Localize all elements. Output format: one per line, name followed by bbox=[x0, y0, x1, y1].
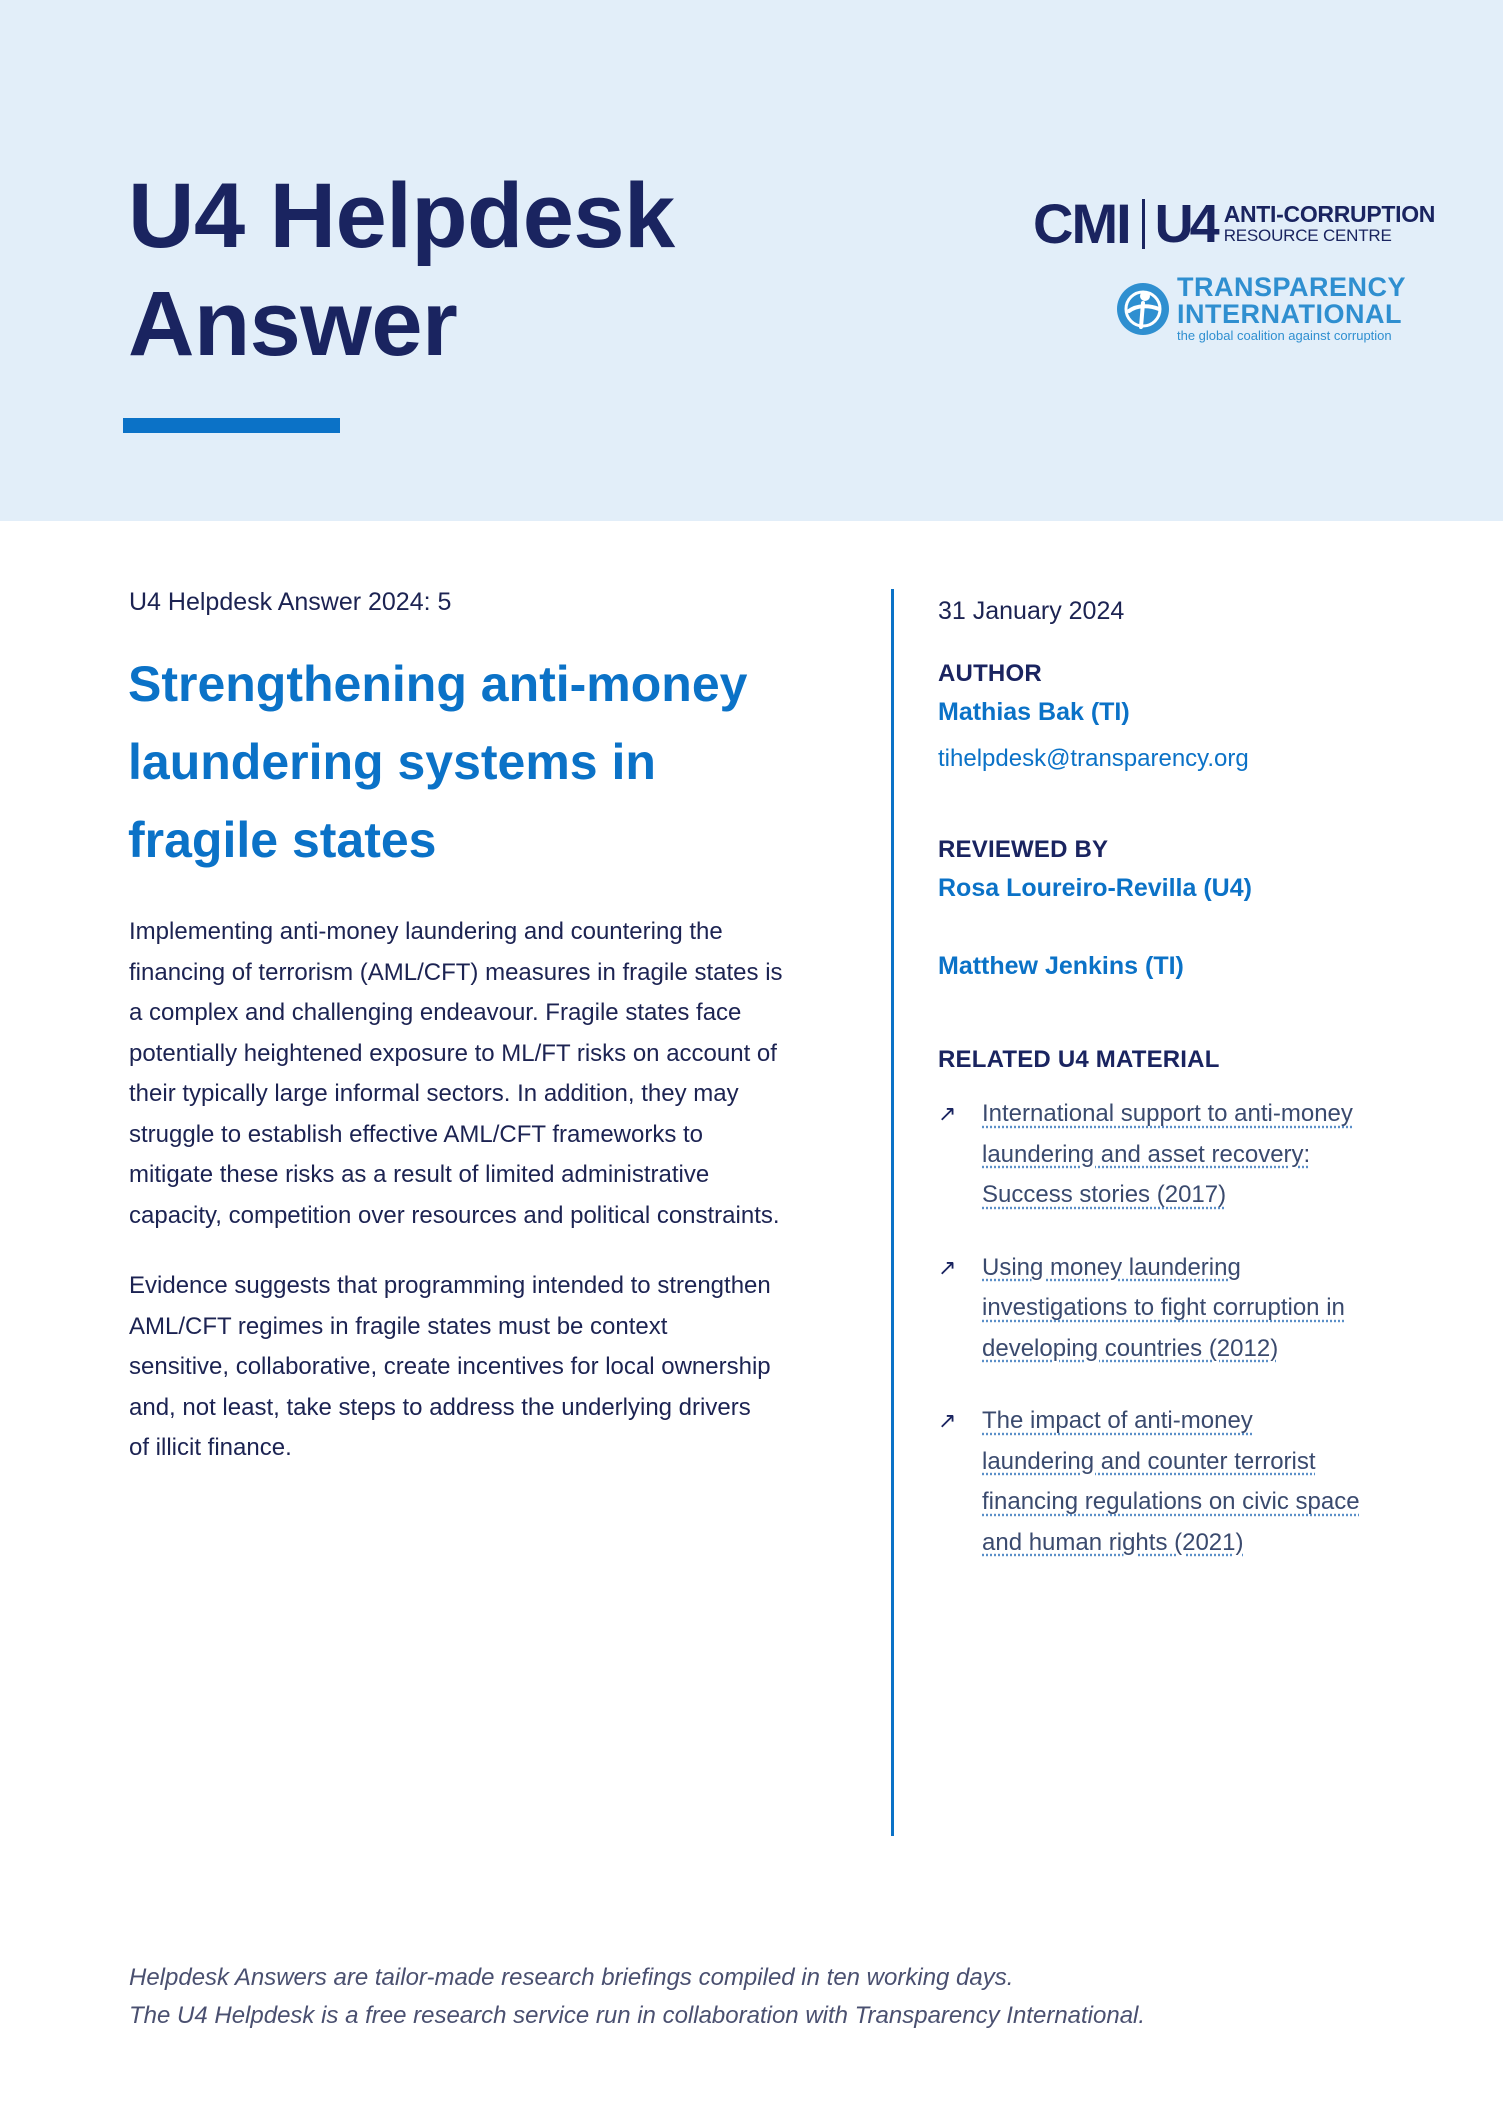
link-line: and human rights (2021) bbox=[982, 1528, 1244, 1556]
reviewer-name-2: Matthew Jenkins (TI) bbox=[938, 952, 1184, 980]
publication-date: 31 January 2024 bbox=[938, 597, 1125, 625]
footer-note bbox=[129, 1959, 1145, 2035]
related-link-item[interactable] bbox=[938, 1401, 1408, 1563]
document-title-line: laundering systems in bbox=[128, 734, 656, 790]
footer-line-2: The U4 Helpdesk is a free research service run in collaboration with Transparency International. bbox=[129, 2002, 1146, 2029]
related-link[interactable] bbox=[982, 1401, 1360, 1563]
related-link[interactable] bbox=[982, 1094, 1353, 1216]
paragraph-line: capacity, competition over resources and political constraints. bbox=[129, 1201, 780, 1229]
related-link-item[interactable] bbox=[938, 1094, 1408, 1216]
reviewer-name-1: Rosa Loureiro-Revilla (U4) bbox=[938, 874, 1252, 902]
page-title-line-2: Answer bbox=[128, 273, 458, 375]
paragraph-line: their typically large informal sectors. In addition, they may bbox=[129, 1080, 739, 1107]
link-line: laundering and asset recovery: bbox=[982, 1140, 1311, 1168]
title-underline-bar bbox=[123, 418, 340, 433]
cmi-logo-text: CMI bbox=[1033, 192, 1130, 255]
related-link[interactable] bbox=[982, 1248, 1345, 1370]
link-line: financing regulations on civic space bbox=[982, 1488, 1360, 1515]
abstract-paragraph-1 bbox=[129, 912, 819, 1236]
link-line: investigations to fight corruption in bbox=[982, 1294, 1345, 1321]
page-title-line-1: U4 Helpdesk bbox=[128, 165, 675, 267]
column-divider bbox=[891, 589, 894, 1836]
link-line: The impact of anti-money bbox=[982, 1407, 1253, 1434]
ti-logo-tagline: the global coalition against corruption bbox=[1177, 328, 1392, 343]
paragraph-line: struggle to establish effective AML/CFT frameworks to bbox=[129, 1120, 704, 1148]
page-title bbox=[128, 162, 675, 378]
ti-logo-line-1: TRANSPARENCY bbox=[1177, 272, 1407, 302]
arrow-up-right-icon: ↗ bbox=[938, 1101, 957, 1126]
paragraph-line: sensitive, collaborative, create incentives for local ownership bbox=[129, 1353, 771, 1380]
author-name: Mathias Bak (TI) bbox=[938, 698, 1130, 726]
paragraph-line: a complex and challenging endeavour. Fragile states face bbox=[129, 999, 742, 1026]
abstract-paragraph-2 bbox=[129, 1266, 819, 1469]
related-material-label: RELATED U4 MATERIAL bbox=[938, 1046, 1220, 1073]
paragraph-line: mitigate these risks as a result of limited administrative bbox=[129, 1161, 710, 1188]
reviewed-by-label: REVIEWED BY bbox=[938, 836, 1109, 863]
series-label: U4 Helpdesk Answer 2024: 5 bbox=[129, 588, 452, 616]
document-title-line: fragile states bbox=[128, 812, 437, 868]
paragraph-line: financing of terrorism (AML/CFT) measures in fragile states is bbox=[129, 958, 783, 986]
paragraph-line: and, not least, take steps to address the underlying drivers bbox=[129, 1393, 751, 1421]
arrow-up-right-icon: ↗ bbox=[938, 1408, 957, 1433]
author-email-link[interactable]: tihelpdesk@transparency.org bbox=[938, 745, 1249, 772]
footer-line-1: Helpdesk Answers are tailor-made research briefings compiled in ten working days. bbox=[129, 1964, 1014, 1991]
paragraph-line: of illicit finance. bbox=[129, 1434, 292, 1461]
link-line: laundering and counter terrorist bbox=[982, 1447, 1316, 1475]
transparency-international-logo bbox=[1115, 274, 1406, 344]
transparency-international-emblem-icon bbox=[1115, 281, 1171, 337]
link-line: International support to anti-money bbox=[982, 1100, 1353, 1127]
u4-logo-text bbox=[1224, 203, 1435, 245]
u4-logo-mark: U4 bbox=[1154, 194, 1216, 254]
paragraph-line: Implementing anti-money laundering and countering the bbox=[129, 918, 723, 945]
document-title bbox=[128, 645, 828, 879]
paragraph-line: potentially heightened exposure to ML/FT risks on account of bbox=[129, 1039, 777, 1067]
u4-logo-line-2: RESOURCE CENTRE bbox=[1223, 226, 1392, 245]
cmi-u4-logo bbox=[1033, 192, 1436, 255]
arrow-up-right-icon: ↗ bbox=[938, 1254, 957, 1280]
logo-divider bbox=[1142, 199, 1145, 249]
document-title-line: Strengthening anti-money bbox=[128, 656, 748, 712]
u4-logo-line-1: ANTI-CORRUPTION bbox=[1223, 201, 1436, 227]
author-label: AUTHOR bbox=[938, 660, 1042, 687]
ti-logo-text bbox=[1177, 274, 1406, 344]
link-line: developing countries (2012) bbox=[982, 1334, 1279, 1362]
paragraph-line: AML/CFT regimes in fragile states must be context bbox=[129, 1312, 668, 1340]
paragraph-line: Evidence suggests that programming intended to strengthen bbox=[129, 1272, 771, 1299]
related-material-list bbox=[938, 1094, 1408, 1595]
link-line: Success stories (2017) bbox=[982, 1181, 1227, 1208]
ti-logo-line-2: INTERNATIONAL bbox=[1177, 299, 1402, 329]
related-link-item[interactable] bbox=[938, 1248, 1408, 1370]
link-line: Using money laundering bbox=[982, 1253, 1241, 1281]
